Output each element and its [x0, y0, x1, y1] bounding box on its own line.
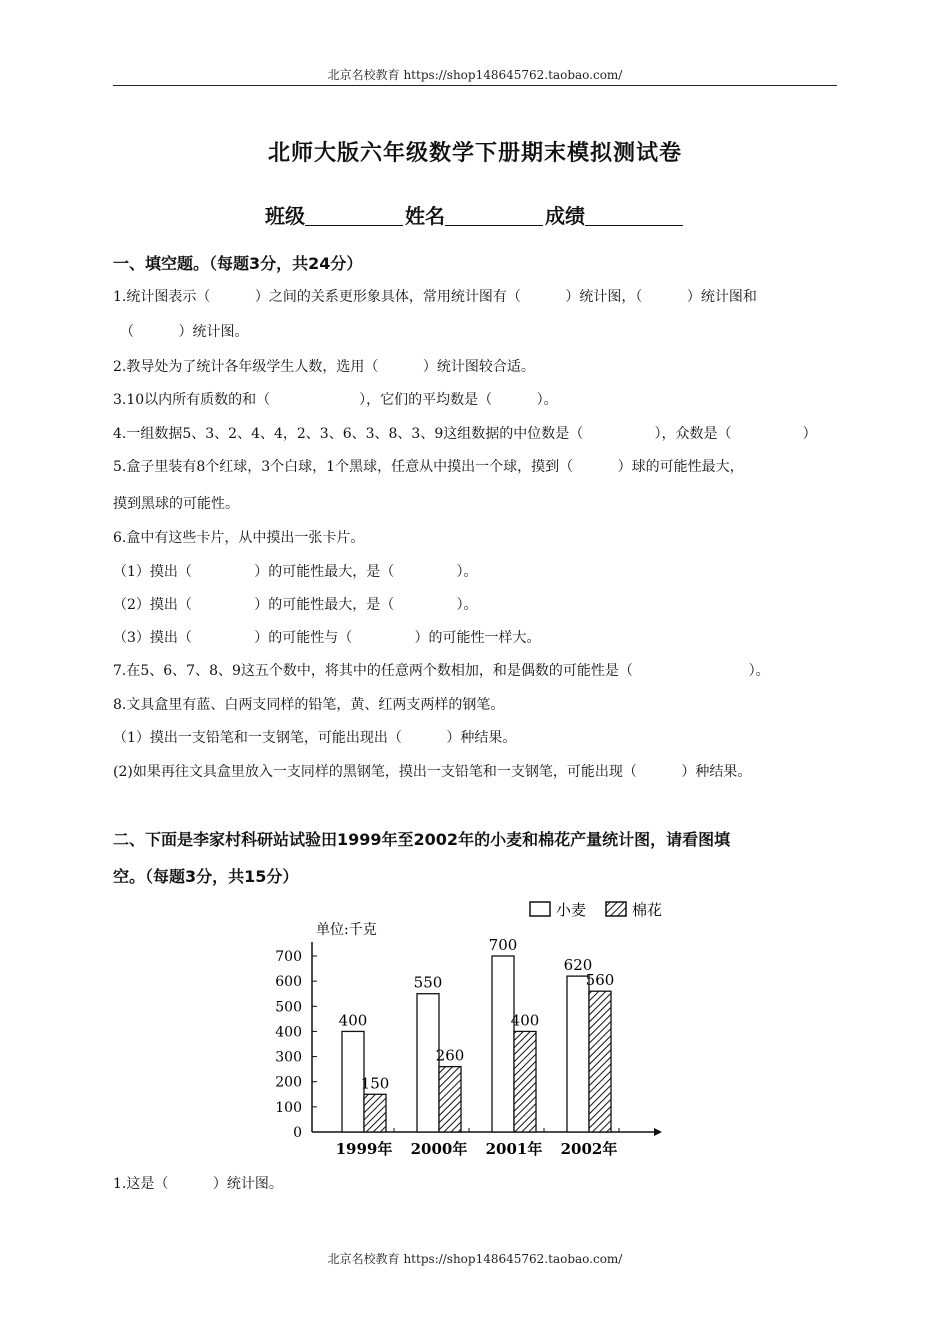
- legend-swatch-cotton: [606, 902, 626, 916]
- question-line: （ ）统计图。: [120, 324, 249, 340]
- y-tick-label: 400: [275, 1024, 302, 1041]
- x-category-label: 2001年: [485, 1140, 543, 1158]
- legend-swatch-wheat: [530, 902, 550, 916]
- y-tick-label: 0: [293, 1125, 302, 1141]
- data-label-wheat: 400: [338, 1011, 368, 1030]
- question-line: 3.10以内所有质数的和（ ），它们的平均数是（ ）。: [113, 392, 558, 408]
- data-label-cotton: 150: [360, 1074, 390, 1093]
- page-footer: 北京名校教育 https://shop148645762.taobao.com/: [327, 1252, 623, 1266]
- y-tick-label: 100: [275, 1099, 302, 1116]
- class-blank[interactable]: [305, 207, 403, 226]
- data-label-cotton: 260: [435, 1046, 465, 1065]
- legend-label-wheat: 小麦: [556, 901, 587, 919]
- question-line: （3）摸出（ ）的可能性与（ ）的可能性一样大。: [113, 630, 541, 646]
- data-label-wheat: 620: [563, 956, 593, 975]
- data-label-wheat: 550: [413, 973, 443, 992]
- data-label-cotton: 400: [510, 1011, 540, 1030]
- question-line: （2）摸出（ ）的可能性最大，是（ ）。: [113, 597, 478, 613]
- section1-heading: 一、填空题。（每题3分，共24分）: [113, 254, 363, 273]
- bar-cotton: [439, 1067, 461, 1132]
- section2-heading-line1: 二、下面是李家村科研站试验田1999年至2002年的小麦和棉花产量统计图，请看图填: [113, 830, 731, 849]
- y-tick-label: 500: [275, 999, 302, 1016]
- data-label-cotton: 560: [585, 971, 615, 990]
- question-line: (2)如果再往文具盒里放入一支同样的黑钢笔，摸出一支铅笔和一支钢笔，可能出现（ ）种结果。: [113, 764, 752, 780]
- question-line: 1.统计图表示（ ）之间的关系更形象具体，常用统计图有（ ）统计图，（ ）统计图和: [113, 289, 757, 305]
- x-category-label: 2000年: [410, 1140, 468, 1158]
- y-tick-label: 600: [275, 974, 302, 991]
- question-line: 摸到黑球的可能性。: [113, 496, 239, 512]
- bar-cotton: [589, 991, 611, 1132]
- question-line: 8.文具盒里有蓝、白两支同样的铅笔，黄、红两支两样的钢笔。: [113, 697, 505, 713]
- page-title: 北师大版六年级数学下册期末模拟测试卷: [267, 141, 682, 166]
- name-label: 姓名: [405, 204, 445, 228]
- class-label: 班级: [265, 204, 305, 228]
- bar-cotton: [364, 1094, 386, 1132]
- y-tick-label: 700: [275, 949, 302, 965]
- section2-heading-line2: 空。（每题3分，共15分）: [113, 867, 299, 886]
- question-line: 1.这是（ ）统计图。: [113, 1176, 283, 1192]
- page-header: 北京名校教育 https://shop148645762.taobao.com/: [327, 68, 623, 82]
- question-line: 4.一组数据5、3、2、4、4，2、3、6、3、8、3、9这组数据的中位数是（ ），众数是（ ）: [113, 426, 817, 442]
- unit-label: 单位:千克: [316, 922, 377, 938]
- x-category-label: 2002年: [560, 1140, 618, 1158]
- y-tick-label: 200: [275, 1074, 302, 1091]
- data-label-wheat: 700: [488, 936, 518, 954]
- bar-wheat: [492, 956, 514, 1132]
- x-axis-arrow: [654, 1128, 662, 1136]
- score-label: 成绩: [545, 204, 585, 228]
- question-line: （1）摸出一支铅笔和一支钢笔，可能出现出（ ）种结果。: [113, 730, 517, 746]
- name-blank[interactable]: [445, 207, 543, 226]
- bar-wheat: [567, 976, 589, 1132]
- question-line: 6.盒中有这些卡片，从中摸出一张卡片。: [113, 530, 365, 546]
- question-line: （1）摸出（ ）的可能性最大，是（ ）。: [113, 564, 478, 580]
- production-bar-chart: [262, 896, 682, 1168]
- bar-cotton: [514, 1031, 536, 1132]
- question-line: 5.盒子里装有8个红球，3个白球，1个黑球，任意从中摸出一个球，摸到（ ）球的可能性最大，: [113, 459, 744, 475]
- score-blank[interactable]: [585, 207, 683, 226]
- legend-label-cotton: 棉花: [632, 901, 663, 919]
- header-rule: [113, 85, 837, 86]
- student-info-line: [0, 200, 950, 229]
- question-line: 2.教导处为了统计各年级学生人数，选用（ ）统计图较合适。: [113, 359, 535, 375]
- chart-legend: [530, 901, 662, 919]
- x-category-label: 1999年: [335, 1140, 393, 1158]
- question-line: 7.在5、6、7、8、9这五个数中，将其中的任意两个数相加，和是偶数的可能性是（ ）。: [113, 663, 770, 679]
- y-tick-label: 300: [275, 1049, 302, 1066]
